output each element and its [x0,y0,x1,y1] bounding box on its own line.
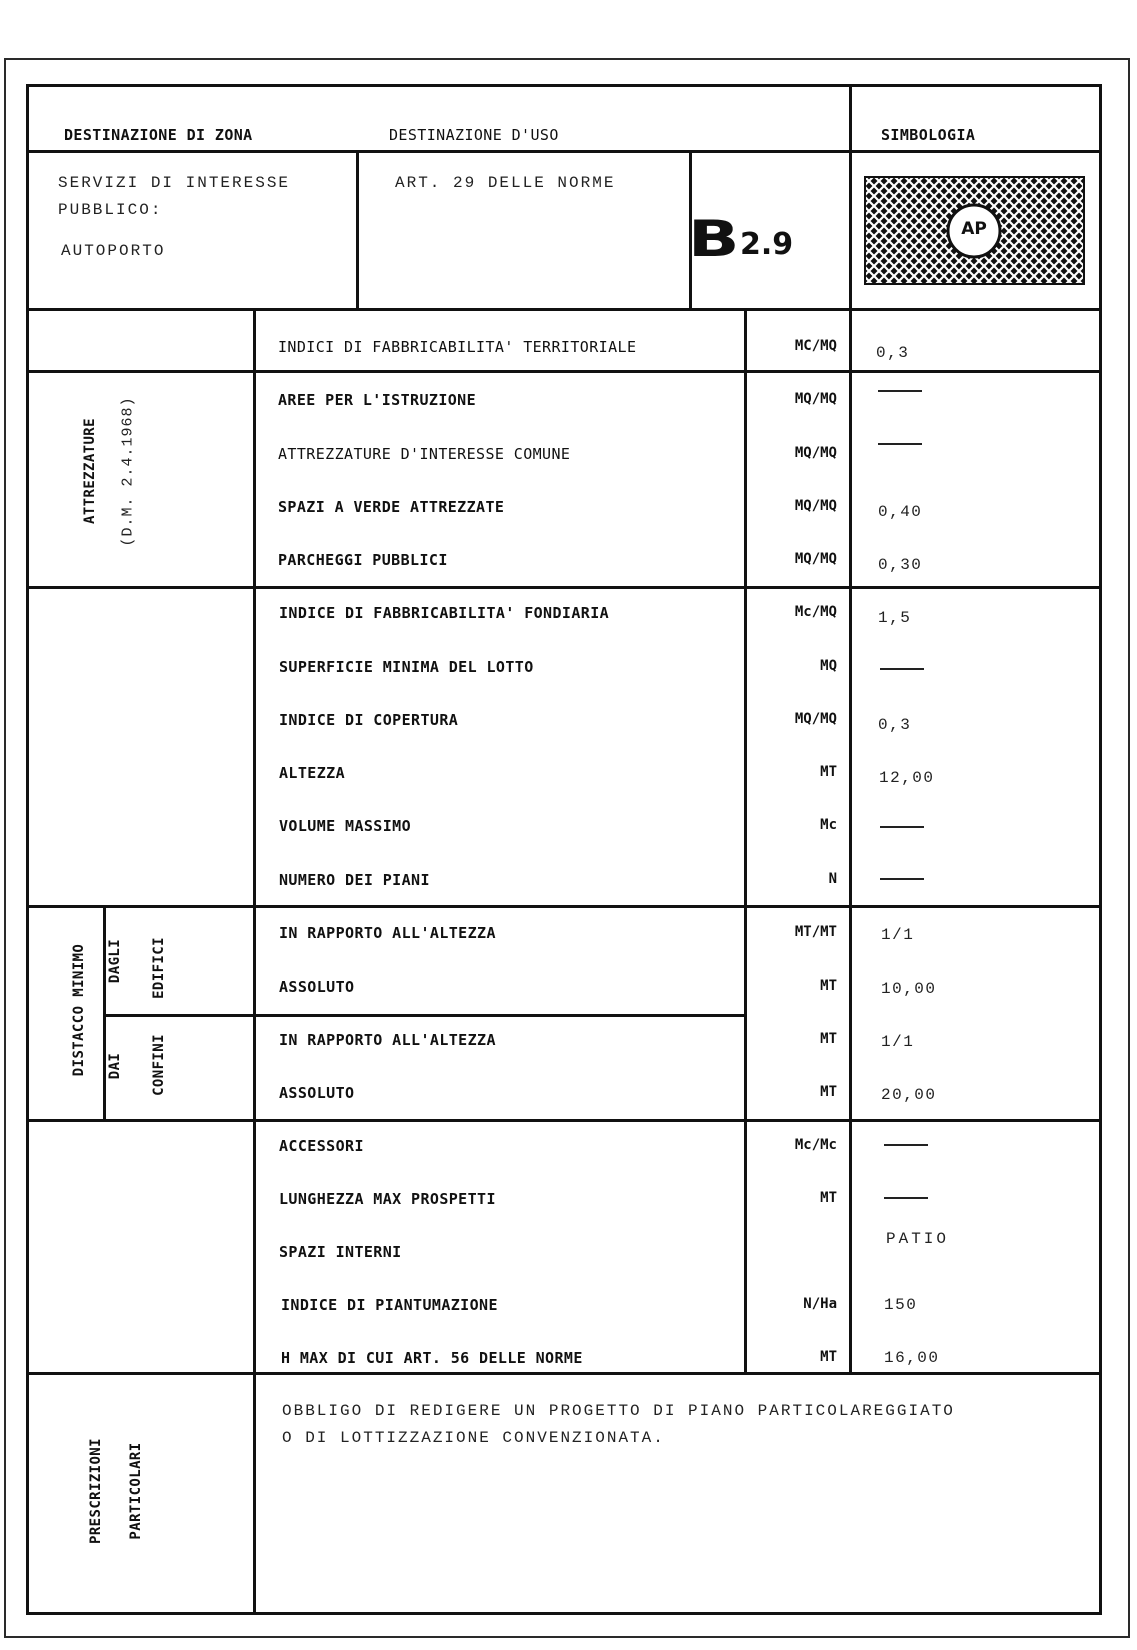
distacco-row-unit: MT [820,978,837,994]
header-zona-label: DESTINAZIONE DI ZONA [64,126,253,144]
attrezzature-row-unit: MQ/MQ [794,391,837,407]
code-number: 2.9 [740,227,794,262]
fondiaria-row-empty [880,878,924,880]
distacco-row-label: IN RAPPORTO ALL'ALTEZZA [279,1031,496,1049]
prescrizioni-text-line2: O DI LOTTIZZAZIONE CONVENZIONATA. [282,1429,665,1447]
altri-row-label: LUNGHEZZA MAX PROSPETTI [279,1190,496,1208]
rule-header [26,150,1102,153]
distacco-group-label: DISTACCO MINIMO [71,943,87,1077]
prescrizioni-label-line2: PARTICOLARI [128,1442,144,1540]
distacco-row-value: 1/1 [881,926,915,944]
rule-uso [356,150,359,310]
distacco-confini-line2: CONFINI [151,1034,167,1096]
altri-row-label: ACCESSORI [279,1137,364,1155]
rule-distacco-sub [103,905,106,1119]
rule-bottom [26,1612,1102,1615]
zona-line2: PUBBLICO: [58,201,163,219]
altri-row-empty [884,1144,928,1146]
altri-row-unit: MT [820,1349,837,1365]
distacco-row-value: 10,00 [881,980,937,998]
fondiaria-row-empty [880,826,924,828]
distacco-row-unit: MT [820,1084,837,1100]
fondiaria-row-unit: N [828,871,837,887]
territoriale-label: INDICI DI FABBRICABILITA' TERRITORIALE [278,338,637,356]
fondiaria-row-label: VOLUME MASSIMO [279,817,412,835]
attrezzature-row-value: 0,40 [878,503,923,521]
altri-row-label: SPAZI INTERNI [279,1243,402,1261]
attrezzature-row-label: PARCHEGGI PUBBLICI [278,551,448,569]
fondiaria-row-unit: Mc [820,817,837,833]
fondiaria-row-label: INDICE DI COPERTURA [279,711,459,729]
rule-simbologia [849,84,852,310]
header-uso-label: DESTINAZIONE D'USO [389,126,559,144]
fondiaria-row-empty [880,668,924,670]
attrezzature-group-label: ATTREZZATURE [82,418,98,524]
rule-section4 [26,905,1102,908]
rule-value-col [849,308,852,1374]
uso-article: ART. 29 DELLE NORME [395,174,616,192]
header-simbologia-label: SIMBOLOGIA [881,126,976,144]
altri-row-unit: N/Ha [803,1296,837,1312]
prescrizioni-label-line1: PRESCRIZIONI [88,1438,104,1544]
altri-row-unit: MT [820,1190,837,1206]
altri-row-value: 150 [884,1296,918,1314]
outer-frame [4,58,1130,1638]
attrezzature-row-label: SPAZI A VERDE ATTREZZATE [278,498,505,516]
rule-top [26,84,1102,87]
rule-section1 [26,308,1102,311]
attrezzature-row-unit: MQ/MQ [794,498,837,514]
fondiaria-row-unit: MT [820,764,837,780]
distacco-row-value: 20,00 [881,1086,937,1104]
attrezzature-row-label: ATTREZZATURE D'INTERESSE COMUNE [278,445,571,463]
distacco-row-label: ASSOLUTO [279,1084,355,1102]
altri-row-empty [884,1197,928,1199]
rule-unit-col [744,308,747,1374]
rule-right [1099,84,1102,1615]
distacco-edifici-line1: DAGLI [107,938,123,984]
symbol-badge: AP [961,219,987,239]
attrezzature-row-value: 0,30 [878,556,923,574]
altri-row-unit: Mc/Mc [794,1137,837,1153]
attrezzature-row-unit: MQ/MQ [794,551,837,567]
fondiaria-row-value: 12,00 [879,769,935,787]
fondiaria-row-value: 1,5 [878,609,912,627]
distacco-row-label: IN RAPPORTO ALL'ALTEZZA [279,924,496,942]
rule-section5 [26,1119,1102,1122]
attrezzature-row-label: AREE PER L'ISTRUZIONE [278,391,477,409]
distacco-edifici-line2: EDIFICI [151,937,167,999]
attrezzature-row-empty [878,390,922,392]
fondiaria-row-label: ALTEZZA [279,764,346,782]
rule-distacco-mid [103,1014,744,1017]
fondiaria-row-value: 0,3 [878,716,912,734]
rule-label-col [253,308,256,1615]
distacco-row-value: 1/1 [881,1033,915,1051]
altri-row-label: H MAX DI CUI ART. 56 DELLE NORME [281,1349,583,1367]
altri-row-value: PATIO [886,1230,950,1248]
rule-left [26,84,29,1615]
attrezzature-group-sub: (D.M. 2.4.1968) [119,396,137,547]
territoriale-unit: MC/MQ [794,338,837,354]
distacco-row-unit: MT [820,1031,837,1047]
distacco-row-unit: MT/MT [794,924,837,940]
prescrizioni-text-line1: OBBLIGO DI REDIGERE UN PROGETTO DI PIANO PARTICOLAREGGIATO [282,1402,955,1420]
territoriale-value: 0,3 [876,344,910,362]
attrezzature-row-empty [878,443,922,445]
distacco-row-label: ASSOLUTO [279,978,355,996]
altri-row-label: INDICE DI PIANTUMAZIONE [281,1296,498,1314]
fondiaria-row-label: INDICE DI FABBRICABILITA' FONDIARIA [279,604,610,622]
attrezzature-row-unit: MQ/MQ [794,445,837,461]
zona-line3: AUTOPORTO [61,242,166,260]
altri-row-value: 16,00 [884,1349,940,1367]
rule-section2 [26,370,1102,373]
zona-line1: SERVIZI DI INTERESSE [58,174,291,192]
fondiaria-row-unit: MQ [820,658,837,674]
fondiaria-row-unit: MQ/MQ [794,711,837,727]
code-letter: B [688,210,737,268]
distacco-confini-line1: DAI [107,1052,123,1080]
rule-section6 [26,1372,1102,1375]
fondiaria-row-label: NUMERO DEI PIANI [279,871,430,889]
fondiaria-row-unit: Mc/MQ [794,604,837,620]
fondiaria-row-label: SUPERFICIE MINIMA DEL LOTTO [279,658,534,676]
rule-section3 [26,586,1102,589]
